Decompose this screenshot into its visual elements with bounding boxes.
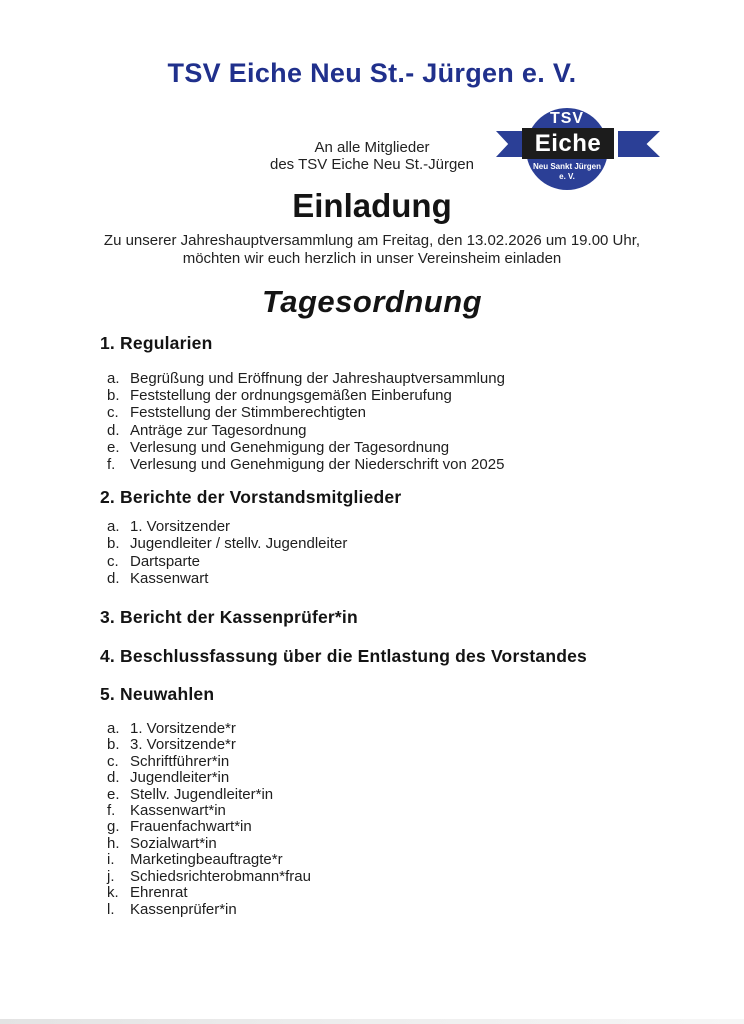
item-letter: l.	[107, 900, 115, 918]
logo-tsv-text: TSV	[549, 110, 585, 127]
item-text: Feststellung der Stimmberechtigten	[130, 404, 366, 422]
recipient-line-1: An alle Mitglieder	[314, 139, 430, 156]
agenda-section-2-heading: 2. Berichte der Vorstandsmitglieder	[100, 487, 402, 508]
agenda-item	[100, 387, 660, 404]
agenda-item	[100, 836, 660, 852]
intro-paragraph	[0, 232, 744, 267]
item-letter: d.	[107, 769, 120, 787]
agenda-item	[100, 885, 660, 901]
intro-line-2: möchten wir euch herzlich in unser Vereinsheim einladen	[182, 249, 562, 267]
agenda-item	[100, 570, 660, 587]
item-letter: c.	[107, 752, 119, 770]
item-text: 3. Vorsitzende*r	[130, 736, 236, 754]
agenda-section-5-heading: 5. Neuwahlen	[100, 684, 215, 705]
agenda-item	[100, 869, 660, 885]
agenda-title: Tagesordnung	[261, 284, 483, 319]
item-letter: f.	[107, 802, 116, 820]
item-text: Dartsparte	[130, 552, 201, 570]
agenda-item	[100, 535, 660, 552]
item-text: Jugendleiter / stellv. Jugendleiter	[130, 535, 348, 553]
item-letter: d.	[107, 421, 120, 439]
agenda-item	[100, 553, 660, 570]
agenda-item	[100, 439, 660, 456]
item-text: Sozialwart*in	[130, 834, 217, 852]
item-text: 1. Vorsitzende*r	[130, 720, 236, 738]
agenda-section-1-heading: 1. Regularien	[100, 333, 213, 353]
item-letter: d.	[107, 569, 120, 587]
item-letter: e.	[107, 438, 120, 456]
agenda-item	[100, 737, 660, 753]
item-letter: c.	[107, 404, 119, 422]
recipient-line-2: des TSV Eiche Neu St.-Jürgen	[270, 155, 474, 173]
item-letter: a.	[107, 720, 120, 738]
item-letter: j.	[107, 867, 115, 885]
item-text: 1. Vorsitzender	[130, 518, 231, 536]
agenda-item	[100, 370, 660, 387]
scan-edge-artifact	[0, 1019, 744, 1024]
logo-eiche-text: Eiche	[534, 130, 602, 157]
agenda-item	[100, 754, 660, 770]
club-name-heading: TSV Eiche Neu St.- Jürgen e. V.	[167, 58, 577, 88]
item-text: Schriftführer*in	[130, 752, 230, 770]
invitation-title: Einladung	[292, 187, 452, 224]
item-letter: k.	[107, 884, 119, 902]
item-letter: a.	[107, 370, 120, 387]
item-text: Verlesung und Genehmigung der Tagesordnung	[130, 438, 450, 456]
item-text: Feststellung der ordnungsgemäßen Einberufung	[130, 387, 452, 405]
item-letter: g.	[107, 818, 120, 836]
agenda-section-5-list	[100, 721, 660, 918]
item-text: Kassenprüfer*in	[130, 900, 237, 918]
agenda	[100, 332, 660, 918]
item-letter: i.	[107, 851, 115, 869]
agenda-item	[100, 518, 660, 535]
logo-subtitle-line1: Neu Sankt Jürgen	[532, 162, 601, 171]
agenda-section-1-list	[100, 370, 660, 473]
item-text: Kassenwart*in	[130, 802, 226, 820]
item-text: Frauenfachwart*in	[130, 818, 252, 836]
agenda-item	[100, 770, 660, 786]
agenda-section-4-heading: 4. Beschlussfassung über die Entlastung des Vorstandes	[100, 646, 587, 667]
item-text: Verlesung und Genehmigung der Niederschrift von 2025	[130, 456, 505, 474]
agenda-item	[100, 819, 660, 835]
item-text: Kassenwart	[130, 569, 209, 587]
logo-subtitle-line2: e. V.	[559, 172, 575, 181]
agenda-section-2-list	[100, 518, 660, 587]
agenda-item	[100, 422, 660, 439]
item-text: Marketingbeauftragte*r	[130, 851, 283, 869]
agenda-item	[100, 787, 660, 803]
item-text: Anträge zur Tagesordnung	[130, 421, 307, 439]
agenda-item	[100, 404, 660, 421]
recipient-block	[0, 140, 744, 173]
item-letter: a.	[107, 518, 120, 536]
item-letter: c.	[107, 552, 119, 570]
item-text: Begrüßung und Eröffnung der Jahreshauptversammlung	[130, 370, 505, 387]
item-letter: b.	[107, 736, 120, 754]
item-letter: h.	[107, 834, 120, 852]
item-letter: b.	[107, 535, 120, 553]
agenda-item	[100, 803, 660, 819]
item-text: Jugendleiter*in	[130, 769, 230, 787]
intro-line-1: Zu unserer Jahreshauptversammlung am Freitag, den 13.02.2026 um 19.00 Uhr,	[103, 232, 641, 249]
agenda-item	[100, 902, 660, 918]
item-letter: e.	[107, 785, 120, 803]
item-text: Schiedsrichterobmann*frau	[130, 867, 311, 885]
item-letter: b.	[107, 387, 120, 405]
agenda-item	[100, 456, 660, 473]
agenda-item	[100, 721, 660, 737]
item-letter: f.	[107, 456, 116, 474]
item-text: Ehrenrat	[130, 884, 188, 902]
item-text: Stellv. Jugendleiter*in	[130, 785, 274, 803]
agenda-item	[100, 852, 660, 868]
agenda-section-3-heading: 3. Bericht der Kassenprüfer*in	[100, 607, 358, 628]
